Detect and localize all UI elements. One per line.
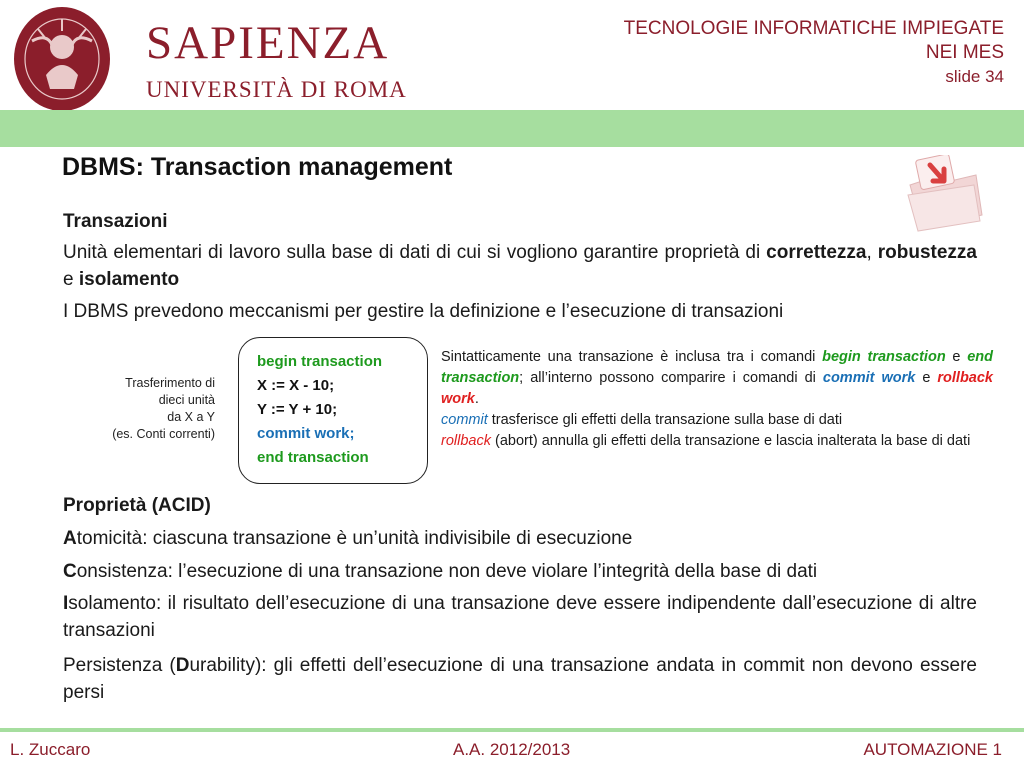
- course-title-line1: TECNOLOGIE INFORMATICHE IMPIEGATE: [623, 18, 1004, 39]
- acid-durability: Persistenza (Durability): gli effetti dell’esecuzione di una transazione andata in commit non devono essere persi: [63, 655, 978, 703]
- footer-author: L. Zuccaro: [10, 740, 91, 759]
- footer-academic-year: A.A. 2012/2013: [453, 740, 571, 759]
- dbms-mechanisms-text: I DBMS prevedono meccanismi per gestire la definizione e l’esecuzione di transazioni: [63, 301, 784, 322]
- example-label: Trasferimento di dieci unità da X a Y (es. Conti correnti): [112, 376, 215, 441]
- footer-course: AUTOMAZIONE 1: [863, 740, 1002, 759]
- course-header: [624, 17, 1004, 89]
- syntax-explanation: Sintatticamente una transazione è inclusa tra i comandi begin transaction e end transaction; all’interno possono comparire i comandi di commit work e rollback work. commit trasferisce gli effetti della transazione sulla base di dati rollback (abort) annulla gli effetti della transazione e lascia inalterata la base di dati: [441, 349, 993, 449]
- acid-atomicity: Atomicità: ciascuna transazione è un’unità indivisibile di esecuzione: [63, 528, 633, 549]
- transaction-code-box: [238, 337, 428, 484]
- slide-title: DBMS: Transaction management: [62, 153, 453, 181]
- section-heading-transactions: Transazioni: [63, 211, 168, 232]
- code-line: begin transaction: [257, 353, 383, 370]
- brand-name: SAPIENZA: [146, 17, 390, 69]
- sapienza-seal-icon: [12, 5, 112, 113]
- footer-bar: [0, 728, 1024, 732]
- acid-isolation: Isolamento: il risultato dell’esecuzione di una transazione deve essere indipendente dall’esecuzione di altre transazioni: [63, 593, 977, 641]
- code-line: X := X - 10;: [257, 377, 335, 394]
- code-line: commit work;: [257, 425, 355, 442]
- transactions-definition: Unità elementari di lavoro sulla base di dati di cui si vogliono garantire proprietà di correttezza, robustezza e isolamento: [63, 242, 977, 290]
- section-heading-acid: Proprietà (ACID): [63, 495, 211, 516]
- brand-subtitle: UNIVERSITÀ DI ROMA: [146, 77, 407, 102]
- slide-number: slide 34: [945, 67, 1004, 86]
- code-line: Y := Y + 10;: [257, 401, 338, 418]
- header-bar: [0, 110, 1024, 147]
- university-logo: [12, 5, 112, 113]
- acid-consistency: Consistenza: l’esecuzione di una transazione non deve violare l’integrità della base di dati: [63, 561, 818, 582]
- folder-arrow-icon: [904, 155, 984, 233]
- course-title-line2: NEI MES: [925, 42, 1004, 63]
- code-line: end transaction: [257, 449, 369, 466]
